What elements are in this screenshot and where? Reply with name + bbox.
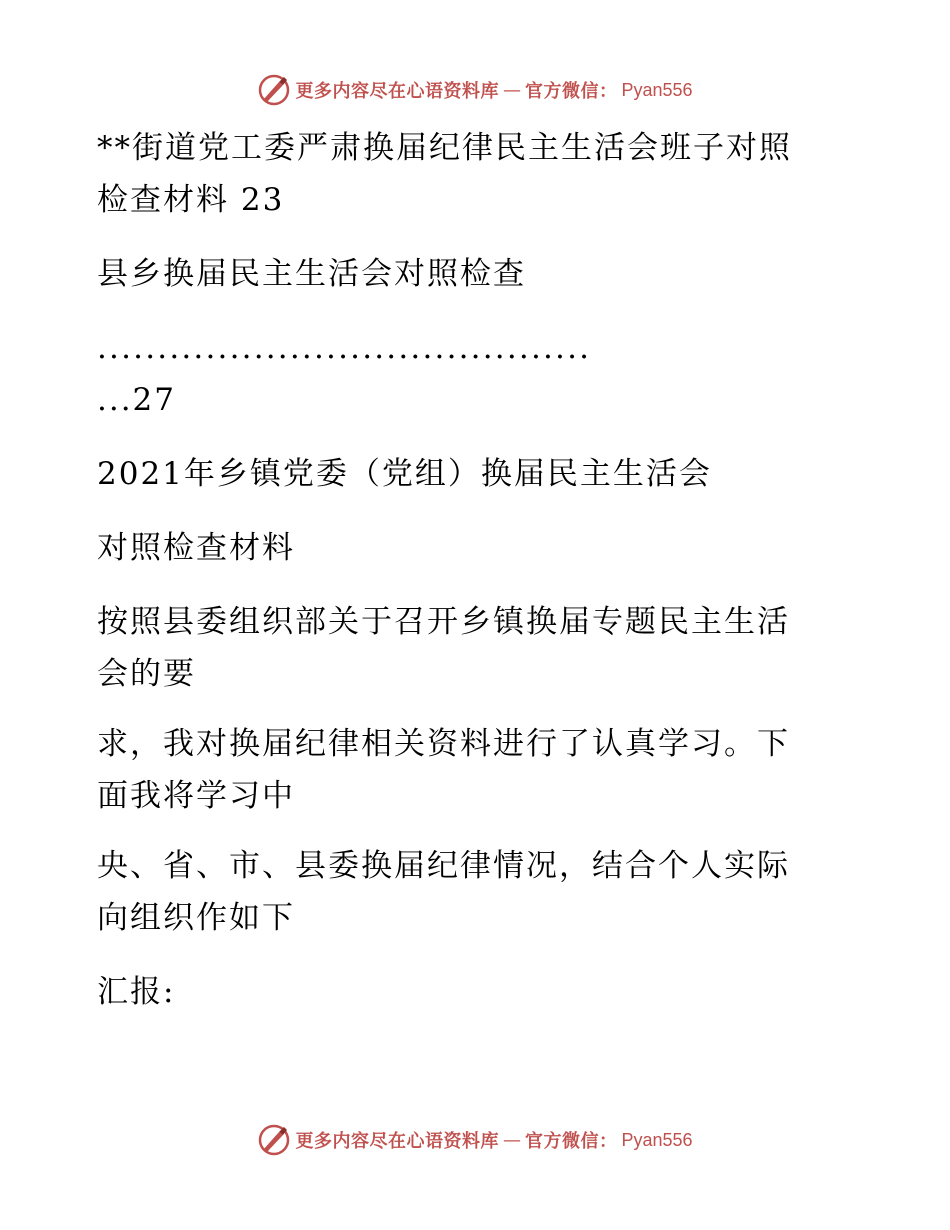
- doc-paragraph-line-6: 向组织作如下: [97, 900, 295, 936]
- doc-paragraph-line-5: 央、省、市、县委换届纪律情况，结合个人实际: [97, 848, 790, 884]
- document-body: [97, 122, 857, 1018]
- pen-logo-icon: [257, 73, 291, 107]
- doc-paragraph-line-3: 求，我对换届纪律相关资料进行了认真学习。下: [97, 726, 790, 762]
- doc-leader-dots: .........................................: [97, 330, 592, 366]
- watermark-wechat-id: Pyan556: [621, 1129, 693, 1150]
- doc-paragraph-line-4: 面我将学习中: [97, 778, 295, 814]
- watermark-site-text: 更多内容尽在心语资料库: [295, 1131, 499, 1152]
- doc-paragraph-line-2: 会的要: [97, 656, 196, 692]
- pen-logo-icon: [257, 1123, 291, 1157]
- doc-paragraph-line-7: 汇报:: [97, 974, 176, 1010]
- watermark-wechat-label: 官方微信：: [524, 1131, 618, 1152]
- doc-line-2: 检查材料 23: [97, 182, 285, 218]
- doc-paragraph-line-1: 按照县委组织部关于召开乡镇换届专题民主生活: [97, 604, 790, 640]
- doc-line-1: **街道党工委严肃换届纪律民主生活会班子对照: [97, 130, 792, 166]
- watermark-site-text: 更多内容尽在心语资料库: [295, 81, 499, 102]
- doc-page-number: ...27: [97, 382, 177, 418]
- watermark-wechat-label: 官方微信：: [524, 81, 618, 102]
- doc-line-3: 县乡换届民主生活会对照检查: [97, 256, 526, 292]
- watermark-separator: —: [502, 79, 521, 101]
- watermark-separator: —: [502, 1129, 521, 1151]
- doc-line-title: 2021年乡镇党委（党组）换届民主生活会: [97, 456, 712, 492]
- watermark-wechat-id: Pyan556: [621, 79, 693, 100]
- header-watermark: [0, 70, 950, 110]
- doc-line-subtitle: 对照检查材料: [97, 530, 295, 566]
- footer-watermark: [0, 1120, 950, 1160]
